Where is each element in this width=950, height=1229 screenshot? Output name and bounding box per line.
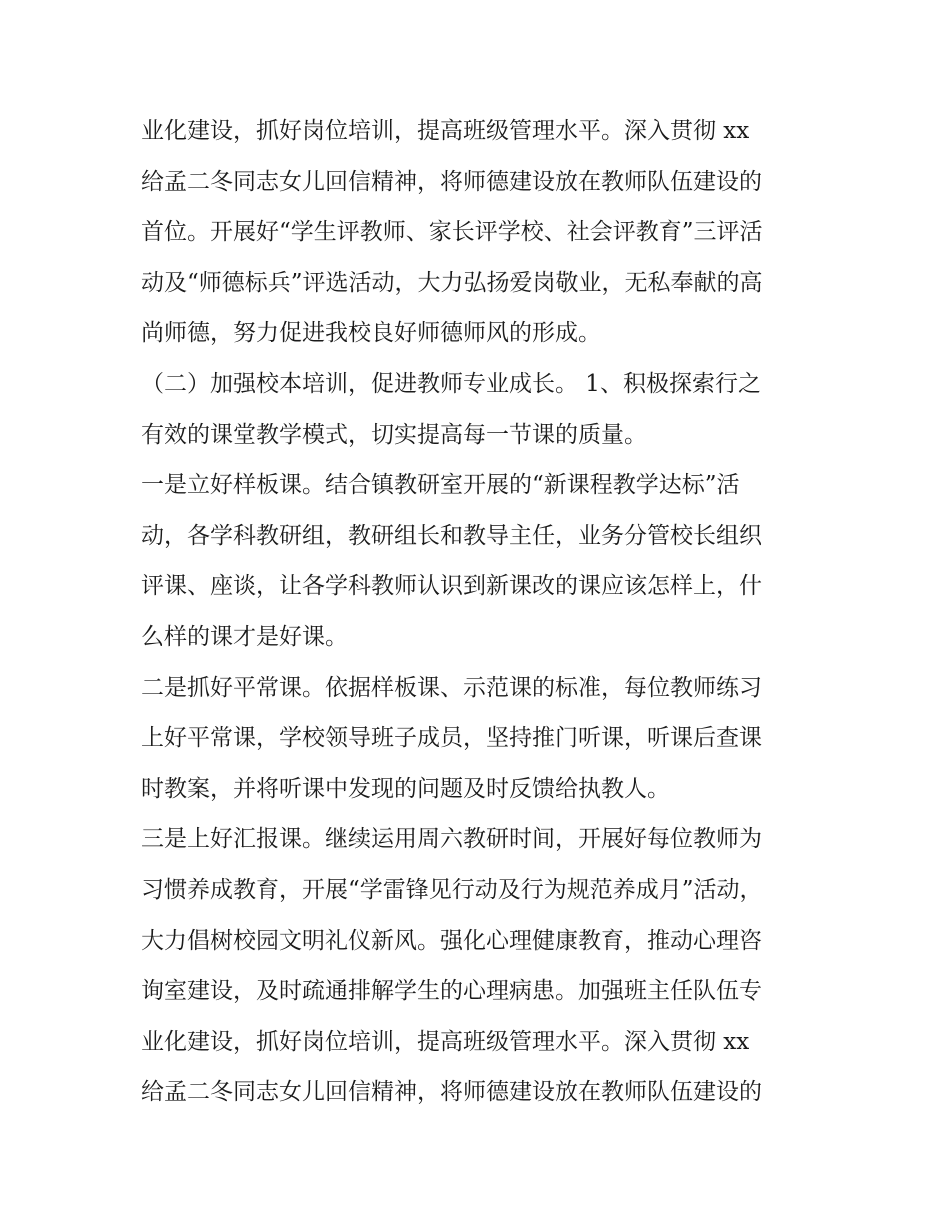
text-line: 二是抓好平常课。依据样板课、示范课的标准，每位教师练习 bbox=[141, 674, 762, 701]
text-line: 么样的课才是好课。 bbox=[141, 623, 348, 650]
document-body bbox=[141, 106, 821, 1118]
text-line: 评课、座谈，让各学科教师认识到新课改的课应该怎样上，什 bbox=[141, 573, 762, 600]
text-line: 业化建设，抓好岗位培训，提高班级管理水平。深入贯彻 xx bbox=[141, 1028, 750, 1055]
text-line: 习惯养成教育，开展“学雷锋见行动及行为规范养成月”活动， bbox=[141, 876, 763, 903]
text-line: 给孟二冬同志女儿回信精神，将师德建设放在教师队伍建设的 bbox=[141, 1079, 762, 1106]
text-line: 大力倡树校园文明礼仪新风。强化心理健康教育，推动心理咨 bbox=[141, 927, 762, 954]
text-line: 询室建设，及时疏通排解学生的心理病患。加强班主任队伍专 bbox=[141, 978, 762, 1005]
text-line: 动，各学科教研组，教研组长和教导主任，业务分管校长组织 bbox=[141, 522, 762, 549]
text-line: 动及“师德标兵”评选活动，大力弘扬爱岗敬业，无私奉献的高 bbox=[141, 269, 763, 296]
text-line: 三是上好汇报课。继续运用周六教研时间，开展好每位教师为 bbox=[141, 826, 762, 853]
text-line: 首位。开展好“学生评教师、家长评学校、社会评教育”三评活 bbox=[141, 219, 763, 246]
text-line: （二）加强校本培训，促进教师专业成长。 1、积极探索行之 bbox=[141, 370, 761, 397]
text-line: 一是立好样板课。结合镇教研室开展的“新课程教学达标”活 bbox=[141, 472, 740, 499]
text-line: 有效的课堂教学模式，切实提高每一节课的质量。 bbox=[141, 421, 647, 448]
text-line: 时教案，并将听课中发现的问题及时反馈给执教人。 bbox=[141, 775, 670, 802]
text-line: 业化建设，抓好岗位培训，提高班级管理水平。深入贯彻 xx bbox=[141, 118, 750, 144]
text-line: 给孟二冬同志女儿回信精神，将师德建设放在教师队伍建设的 bbox=[141, 168, 762, 195]
text-line: 尚师德，努力促进我校良好师德师风的形成。 bbox=[141, 320, 601, 347]
text-line: 上好平常课，学校领导班子成员，坚持推门听课，听课后查课 bbox=[141, 725, 762, 752]
